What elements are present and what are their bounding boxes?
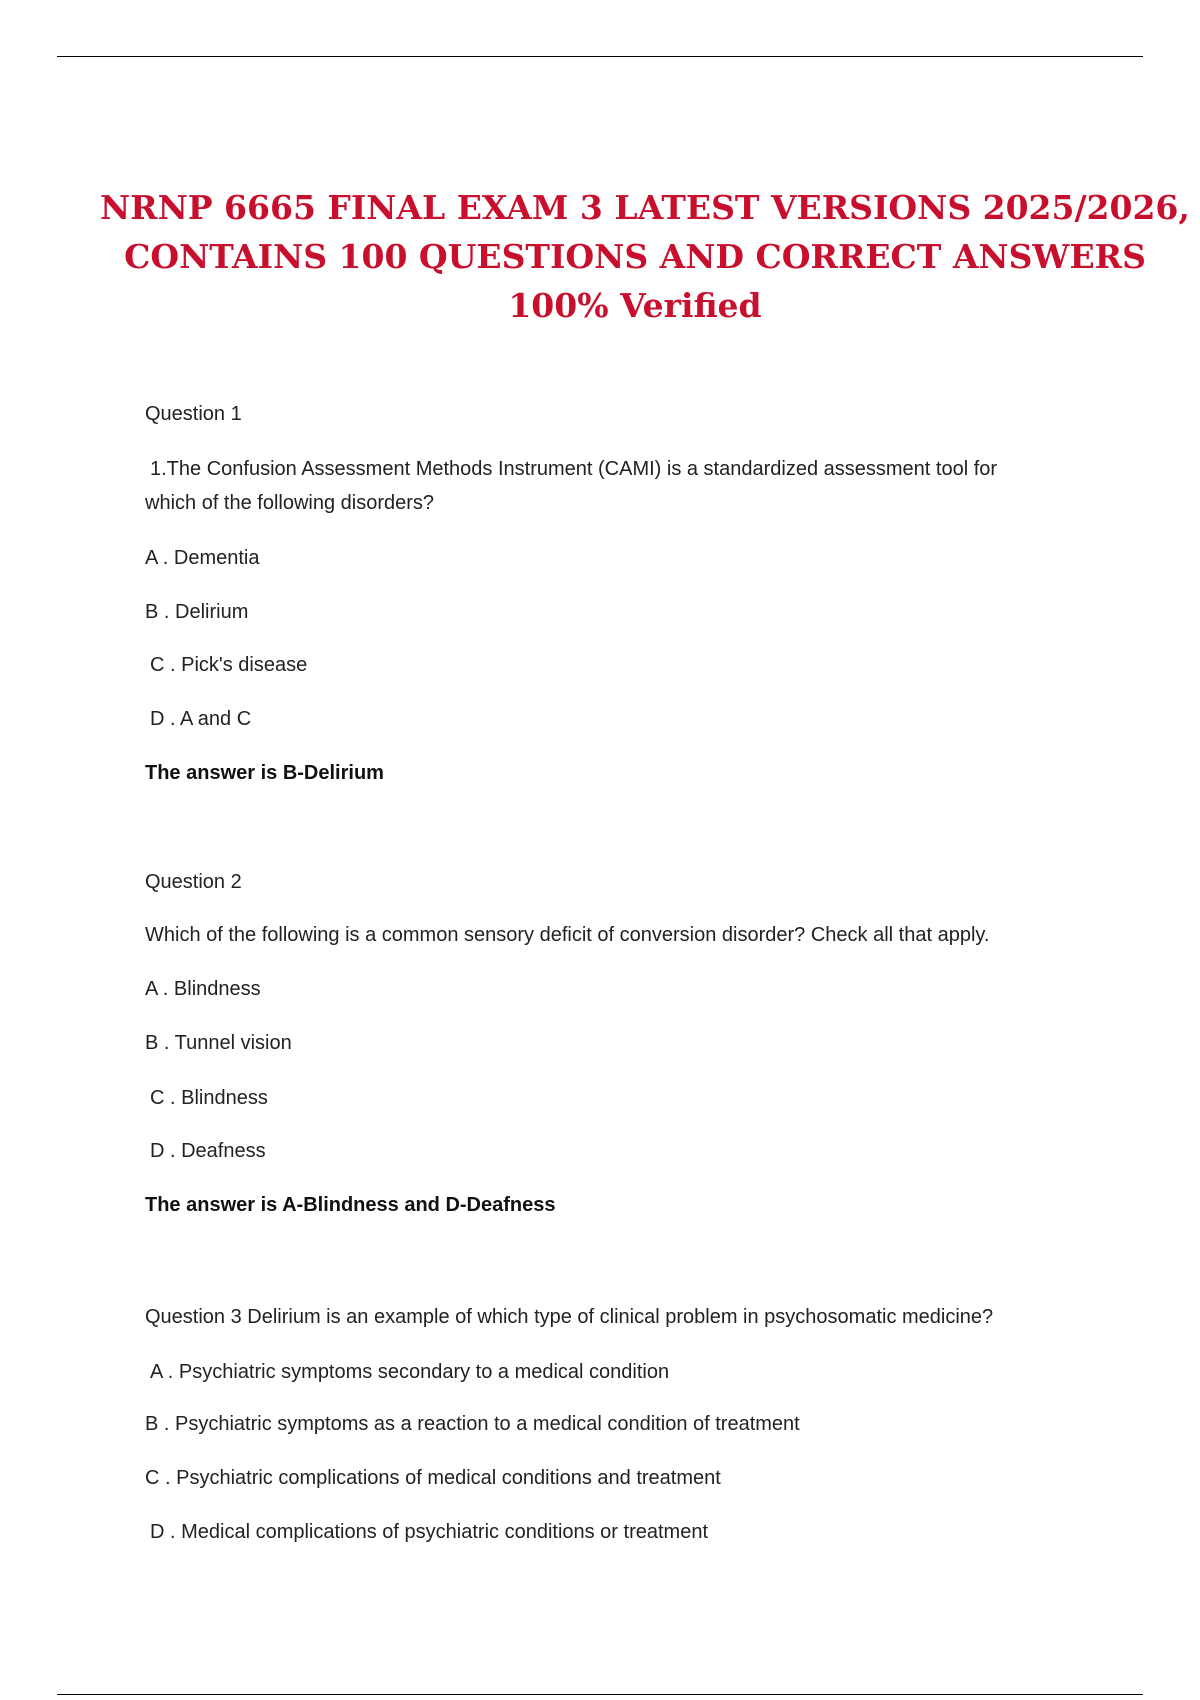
question-1-text-line-1: 1.The Confusion Assessment Methods Instrument (CAMI) is a standardized assessment tool for <box>150 458 998 480</box>
question-1-text-line-2: which of the following disorders? <box>145 492 435 514</box>
question-2-text-line-1: Which of the following is a common sensory deficit of conversion disorder? Check all that apply. <box>145 924 990 946</box>
question-3-option-d: D . Medical complications of psychiatric conditions or treatment <box>150 1521 709 1543</box>
top-divider <box>57 56 1143 57</box>
title-line-2: CONTAINS 100 QUESTIONS AND CORRECT ANSWERS <box>124 237 1146 276</box>
question-2-heading: Question 2 <box>145 871 242 893</box>
question-2-option-b: B . Tunnel vision <box>145 1032 292 1054</box>
question-3-option-a: A . Psychiatric symptoms secondary to a medical condition <box>150 1361 670 1383</box>
question-1-option-a: A . Dementia <box>145 547 260 569</box>
question-3-heading: Question 3 Delirium is an example of which type of clinical problem in psychosomatic medicine? <box>145 1306 994 1328</box>
question-2-option-d: D . Deafness <box>150 1140 266 1162</box>
question-2-option-c: C . Blindness <box>150 1087 268 1109</box>
question-3-option-c: C . Psychiatric complications of medical conditions and treatment <box>145 1467 721 1489</box>
question-1-option-c: C . Pick's disease <box>150 654 308 676</box>
question-3-option-b: B . Psychiatric symptoms as a reaction to a medical condition of treatment <box>145 1413 800 1435</box>
title-line-3: 100% Verified <box>508 286 762 325</box>
bottom-divider <box>57 1694 1143 1695</box>
question-1-heading: Question 1 <box>145 403 242 425</box>
question-1-option-b: B . Delirium <box>145 601 249 623</box>
title-line-1: NRNP 6665 FINAL EXAM 3 LATEST VERSIONS 2025/2026, <box>100 188 1190 227</box>
document-title <box>100 183 1190 330</box>
question-1-answer: The answer is B-Delirium <box>145 762 384 784</box>
question-2-option-a: A . Blindness <box>145 978 261 1000</box>
question-1-option-d: D . A and C <box>150 708 252 730</box>
question-2-answer: The answer is A-Blindness and D-Deafness <box>145 1194 556 1216</box>
